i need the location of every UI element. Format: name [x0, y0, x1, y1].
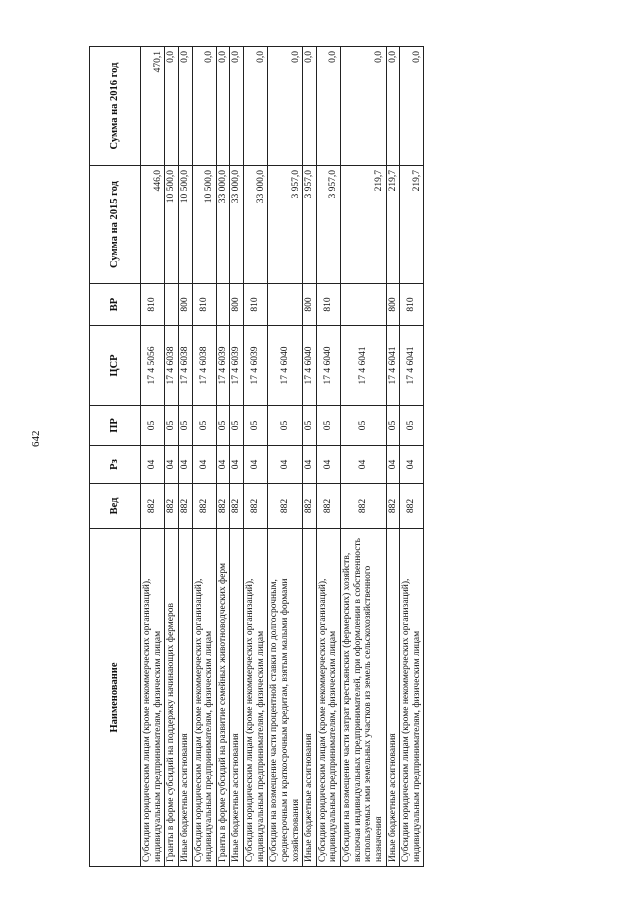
cell-ved: 882 — [165, 484, 179, 529]
cell-csr: 17 4 6038 — [192, 326, 216, 406]
cell-rz: 04 — [216, 446, 230, 484]
cell-rz: 04 — [165, 446, 179, 484]
cell-pr: 05 — [244, 406, 268, 446]
cell-vr: 810 — [141, 284, 165, 326]
cell-rz: 04 — [178, 446, 192, 484]
cell-rz: 04 — [341, 446, 387, 484]
cell-vr: 800 — [178, 284, 192, 326]
cell-vr — [341, 284, 387, 326]
table-body — [141, 47, 424, 867]
table-row — [216, 47, 230, 867]
cell-rz: 04 — [400, 446, 424, 484]
cell-name: Субсидии юридическим лицам (кроме некоммерческих организаций), индивидуальным предпринимателям, физическим лицам — [316, 529, 340, 867]
cell-vr: 810 — [192, 284, 216, 326]
cell-csr: 17 4 6040 — [268, 326, 303, 406]
header-pr: ПР — [90, 406, 141, 446]
cell-vr — [165, 284, 179, 326]
cell-name: Гранты в форме субсидий на поддержку начинающих фермеров — [165, 529, 179, 867]
table-row — [303, 47, 317, 867]
cell-csr: 17 4 6038 — [165, 326, 179, 406]
table-row — [178, 47, 192, 867]
table-row — [316, 47, 340, 867]
cell-ved: 882 — [216, 484, 230, 529]
cell-sum-2016: 0,0 — [400, 47, 424, 166]
cell-csr: 17 4 6041 — [341, 326, 387, 406]
cell-vr: 810 — [400, 284, 424, 326]
cell-ved: 882 — [386, 484, 400, 529]
cell-sum-2015: 3 957,0 — [268, 166, 303, 284]
header-csr: ЦСР — [90, 326, 141, 406]
cell-rz: 04 — [316, 446, 340, 484]
cell-csr: 17 4 6040 — [303, 326, 317, 406]
table-row — [400, 47, 424, 867]
cell-sum-2015: 10 500,0 — [192, 166, 216, 284]
page-number: 642 — [30, 430, 42, 447]
cell-vr — [268, 284, 303, 326]
cell-name: Иные бюджетные ассигнования — [303, 529, 317, 867]
cell-sum-2015: 10 500,0 — [178, 166, 192, 284]
cell-csr: 17 4 6039 — [230, 326, 244, 406]
cell-ved: 882 — [141, 484, 165, 529]
cell-sum-2016: 0,0 — [341, 47, 387, 166]
cell-pr: 05 — [386, 406, 400, 446]
cell-name: Субсидии на возмещение части процентной ставки по долгосрочным, среднесрочным и краткосрочным кредитам, взятым малыми формами хозяйствования — [268, 529, 303, 867]
cell-sum-2015: 33 000,0 — [216, 166, 230, 284]
cell-sum-2015: 33 000,0 — [244, 166, 268, 284]
cell-csr: 17 4 6039 — [216, 326, 230, 406]
cell-sum-2016: 0,0 — [230, 47, 244, 166]
cell-vr: 800 — [386, 284, 400, 326]
cell-pr: 05 — [230, 406, 244, 446]
cell-pr: 05 — [341, 406, 387, 446]
cell-sum-2015: 446,0 — [141, 166, 165, 284]
cell-csr: 17 4 6041 — [400, 326, 424, 406]
cell-sum-2015: 10 500,0 — [165, 166, 179, 284]
cell-sum-2015: 219,7 — [400, 166, 424, 284]
cell-name: Субсидии юридическим лицам (кроме некоммерческих организаций), индивидуальным предпринимателям, физическим лицам — [141, 529, 165, 867]
header-name: Наименование — [90, 529, 141, 867]
cell-pr: 05 — [400, 406, 424, 446]
cell-pr: 05 — [216, 406, 230, 446]
cell-ved: 882 — [303, 484, 317, 529]
cell-rz: 04 — [192, 446, 216, 484]
cell-vr: 810 — [244, 284, 268, 326]
cell-pr: 05 — [316, 406, 340, 446]
table-row — [141, 47, 165, 867]
cell-rz: 04 — [268, 446, 303, 484]
header-vr: ВР — [90, 284, 141, 326]
cell-csr: 17 4 6039 — [244, 326, 268, 406]
cell-sum-2015: 33 000,0 — [230, 166, 244, 284]
cell-sum-2016: 0,0 — [316, 47, 340, 166]
cell-name: Иные бюджетные ассигнования — [386, 529, 400, 867]
cell-name: Субсидии юридическим лицам (кроме некоммерческих организаций), индивидуальным предпринимателям, физическим лицам — [244, 529, 268, 867]
cell-ved: 882 — [178, 484, 192, 529]
table-row — [341, 47, 387, 867]
cell-name: Субсидии на возмещение части затрат крестьянских (фермерских) хозяйств, включая индивидуальных предпринимателей, при оформлении в собственность используемых ими земельных участков из земель сельскохозяйственного назначения — [341, 529, 387, 867]
cell-sum-2015: 219,7 — [341, 166, 387, 284]
cell-rz: 04 — [386, 446, 400, 484]
cell-name: Иные бюджетные ассигнования — [230, 529, 244, 867]
cell-pr: 05 — [268, 406, 303, 446]
table-row — [268, 47, 303, 867]
cell-ved: 882 — [244, 484, 268, 529]
cell-ved: 882 — [268, 484, 303, 529]
cell-vr: 810 — [316, 284, 340, 326]
cell-name: Иные бюджетные ассигнования — [178, 529, 192, 867]
cell-csr: 17 4 6041 — [386, 326, 400, 406]
table-row — [230, 47, 244, 867]
cell-sum-2016: 0,0 — [268, 47, 303, 166]
cell-rz: 04 — [141, 446, 165, 484]
cell-rz: 04 — [244, 446, 268, 484]
cell-rz: 04 — [230, 446, 244, 484]
cell-pr: 05 — [192, 406, 216, 446]
cell-ved: 882 — [192, 484, 216, 529]
cell-sum-2016: 0,0 — [165, 47, 179, 166]
cell-sum-2016: 0,0 — [303, 47, 317, 166]
rotated-page — [89, 47, 424, 867]
cell-sum-2015: 3 957,0 — [303, 166, 317, 284]
cell-pr: 05 — [303, 406, 317, 446]
header-ved: Вед — [90, 484, 141, 529]
cell-csr: 17 4 6040 — [316, 326, 340, 406]
cell-pr: 05 — [141, 406, 165, 446]
header-sum-2016: Сумма на 2016 год — [90, 47, 141, 166]
cell-sum-2016: 0,0 — [216, 47, 230, 166]
cell-ved: 882 — [400, 484, 424, 529]
budget-table — [89, 46, 424, 867]
table-row — [165, 47, 179, 867]
table-header-row — [90, 47, 141, 867]
header-sum-2015: Сумма на 2015 год — [90, 166, 141, 284]
cell-csr: 17 4 6038 — [178, 326, 192, 406]
cell-vr: 800 — [303, 284, 317, 326]
cell-sum-2015: 219,7 — [386, 166, 400, 284]
cell-ved: 882 — [341, 484, 387, 529]
cell-sum-2016: 0,0 — [386, 47, 400, 166]
cell-csr: 17 4 5056 — [141, 326, 165, 406]
cell-rz: 04 — [303, 446, 317, 484]
table-row — [244, 47, 268, 867]
table-row — [386, 47, 400, 867]
cell-vr — [216, 284, 230, 326]
cell-name: Гранты в форме субсидий на развитие семейных животноводческих ферм — [216, 529, 230, 867]
cell-sum-2016: 0,0 — [244, 47, 268, 166]
cell-ved: 882 — [316, 484, 340, 529]
cell-pr: 05 — [165, 406, 179, 446]
cell-sum-2015: 3 957,0 — [316, 166, 340, 284]
cell-sum-2016: 470,1 — [141, 47, 165, 166]
cell-vr: 800 — [230, 284, 244, 326]
header-rz: Рз — [90, 446, 141, 484]
cell-sum-2016: 0,0 — [178, 47, 192, 166]
cell-name: Субсидии юридическим лицам (кроме некоммерческих организаций), индивидуальным предпринимателям, физическим лицам — [192, 529, 216, 867]
cell-ved: 882 — [230, 484, 244, 529]
cell-sum-2016: 0,0 — [192, 47, 216, 166]
cell-pr: 05 — [178, 406, 192, 446]
table-row — [192, 47, 216, 867]
cell-name: Субсидии юридическим лицам (кроме некоммерческих организаций), индивидуальным предпринимателям, физическим лицам — [400, 529, 424, 867]
